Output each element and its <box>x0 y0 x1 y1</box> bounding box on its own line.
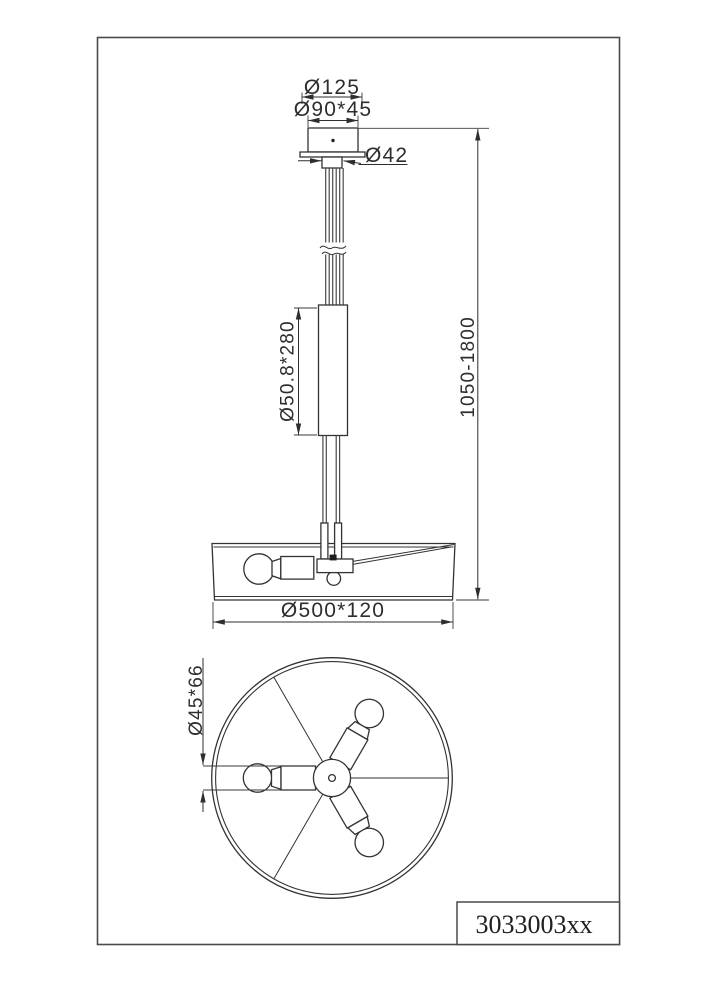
bulb-socket <box>281 557 314 580</box>
center-hub-hole <box>329 775 336 782</box>
center-bracket <box>317 559 353 573</box>
dim-downrod-label: Ø50.8*280 <box>277 320 299 422</box>
rod-tip-left <box>321 523 328 559</box>
dim-canopy-plate-label: Ø125 <box>303 76 361 99</box>
ceiling-canopy <box>300 128 365 168</box>
dim-hanging-height-label: 1050-1800 <box>458 316 479 418</box>
dim-hanging-height <box>358 128 489 600</box>
canopy-plate <box>300 152 365 157</box>
canopy-stem <box>322 157 342 168</box>
bulb-neck <box>272 559 281 579</box>
part-number: 3033003xx <box>475 910 593 939</box>
dim-canopy-body-label: Ø90*45 <box>293 98 373 121</box>
shade-side <box>212 523 455 600</box>
cable-lines-upper <box>326 168 344 244</box>
side-view <box>212 76 489 629</box>
canopy-screw-dot <box>331 139 334 142</box>
dim-shade <box>213 599 453 629</box>
dim-downrod <box>278 308 318 435</box>
twin-rods <box>323 436 340 524</box>
title-block <box>457 902 620 945</box>
dim-shade-label: Ø500*120 <box>280 599 386 622</box>
bulb-arm-left <box>243 764 315 792</box>
rod-tip-right <box>335 523 342 559</box>
downrod-tube <box>319 305 348 436</box>
bulb-glass <box>244 554 274 584</box>
bracket-connector <box>330 555 337 561</box>
dim-socket-label: Ø45*66 <box>186 664 207 736</box>
bracket-knob <box>327 572 341 586</box>
suspension-cables <box>319 168 348 306</box>
dim-canopy-body <box>294 98 372 127</box>
cable-lines-lower <box>326 254 344 306</box>
dim-stem-label: Ø42 <box>365 144 409 167</box>
bottom-view <box>186 658 452 899</box>
